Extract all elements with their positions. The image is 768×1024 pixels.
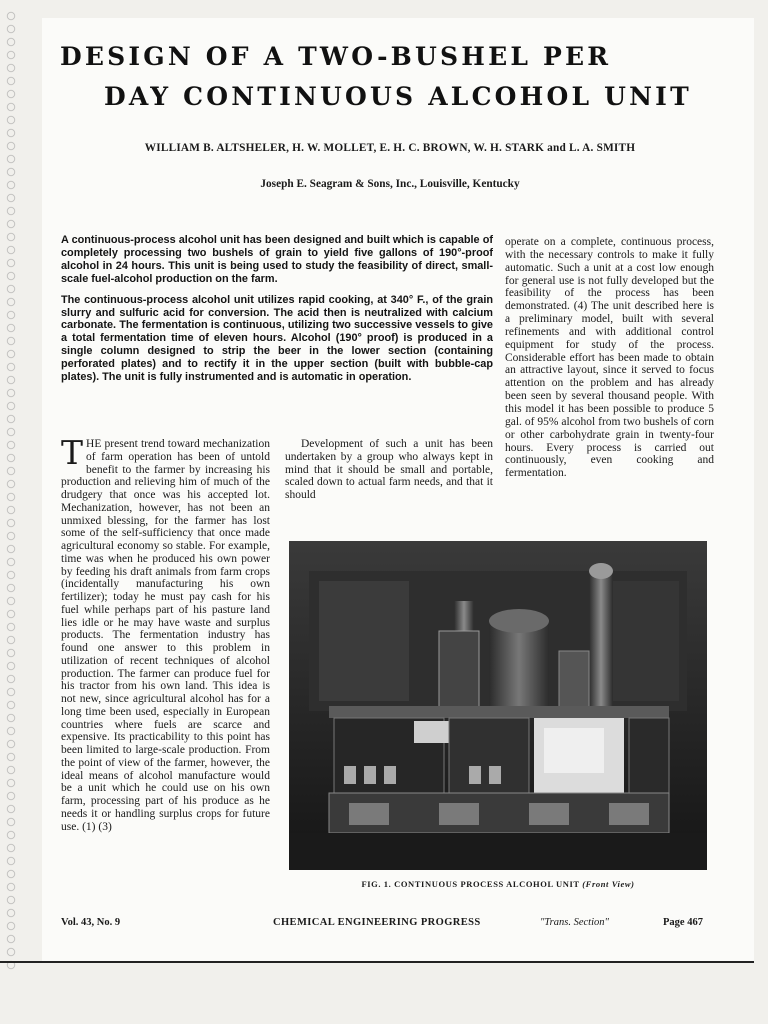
footer-journal: CHEMICAL ENGINEERING PROGRESS [273, 917, 481, 928]
column-1-text: HE present trend toward mechanization of farm operation has been of untold benefit to the farmer by increasing his production and relieving him of much of the drudgery that once was his accepted lot. Mechanization, however, has not been an unmixed blessing, for the farmer has lost some of the self-sufficiency that once made agricultural economy so stable. For example, time was when he produced his own power by feeding his draft animals from farm crops (incidentally manufacturing his own fertilizer); today he must pay cash for his fuel while perhaps part of his pasture land lies idle or he may have waste and surplus products. The fermentation industry has found one answer to this problem in utilization of recent techniques of alcohol production. The farmer can produce fuel for his tractor from his own land. This idea is not new, since agricultural alcohol has for a long time been used, especially in European countries where fuels are scarce and expensive. Its practicability to this point has been limited to large-scale production. From the point of view of the farmer, however, the ideal means of alcohol manufacture would be a unit which he could use on his own farm, processing part of his produce as he needs it or handling surplus crops for future use. (1) (3) [61, 438, 270, 833]
body-column-2 [285, 438, 493, 502]
page-edge-shadow [0, 961, 754, 963]
affiliation: Joseph E. Seagram & Sons, Inc., Louisville, Kentucky [260, 178, 520, 190]
title-line-2: DAY CONTINUOUS ALCOHOL UNIT [104, 82, 692, 111]
intro-paragraph [61, 433, 270, 833]
title-line-1: DESIGN OF A TWO-BUSHEL PER [60, 42, 612, 71]
figure-photo [289, 541, 707, 870]
alcohol-unit-photo-illustration [289, 541, 707, 870]
body-column-3 [505, 236, 714, 480]
author-list: WILLIAM B. ALTSHELER, H. W. MOLLET, E. H. C. BROWN, W. H. STARK and L. A. SMITH [144, 142, 636, 154]
column-2-text: Development of such a unit has been undertaken by a group who always kept in mind that it should be small and portable, scaled down to actual farm needs, and that it should [285, 438, 493, 501]
footer-volume: Vol. 43, No. 9 [61, 917, 121, 928]
caption-note: (Front View) [582, 879, 635, 889]
spiral-binding [4, 10, 20, 970]
footer-page-number: Page 467 [663, 917, 703, 928]
caption-text: FIG. 1. CONTINUOUS PROCESS ALCOHOL UNIT [361, 879, 580, 889]
abstract [61, 234, 493, 392]
footer-section: "Trans. Section" [540, 917, 609, 928]
body-column-1 [61, 433, 270, 833]
figure-caption [289, 879, 707, 889]
abstract-paragraph-2: The continuous-process alcohol unit utilizes rapid cooking, at 340° F., of the grain slurry and sulfuric acid for conversion. The acid then is neutralized with calcium carbonate. The fermentation is continuous, utilizing two successive vessels to give a total fermentation time of eleven hours. Alcohol (190° proof) is produced in a single column designed to strip the beer in the lower section (containing perforated plates) and to rectify it in the upper section (built with bubble-cap plates). The unit is fully instrumented and is automatic in operation. [61, 293, 493, 384]
drop-cap: T [61, 433, 84, 472]
abstract-paragraph-1: A continuous-process alcohol unit has been designed and built which is capable of completely processing two bushels of grain to yield five gallons of 190°-proof alcohol in 24 hours. This unit is being used to study the feasibility of direct, small-scale fuel-alcohol production on the farm. [61, 234, 493, 285]
column-3-text: operate on a complete, continuous process, with the necessary controls to make it fully automatic. Such a unit at a cost low enough for general use is not fully developed but the feasibility of the process has been demonstrated. (4) The unit described here is a preliminary model, built with several refinements and with additional control equipment for study of the process. Considerable effort has been made to obtain an attractive layout, since it served to focus attention on the problem and has already been seen by several thousand people. With this model it has been possible to produce 5 gal. of 95% alcohol from two bushels of corn or other carbohydrate grain in twenty-four hours. Every process is carried out continuously, even cooking and fermentation. [505, 236, 714, 480]
